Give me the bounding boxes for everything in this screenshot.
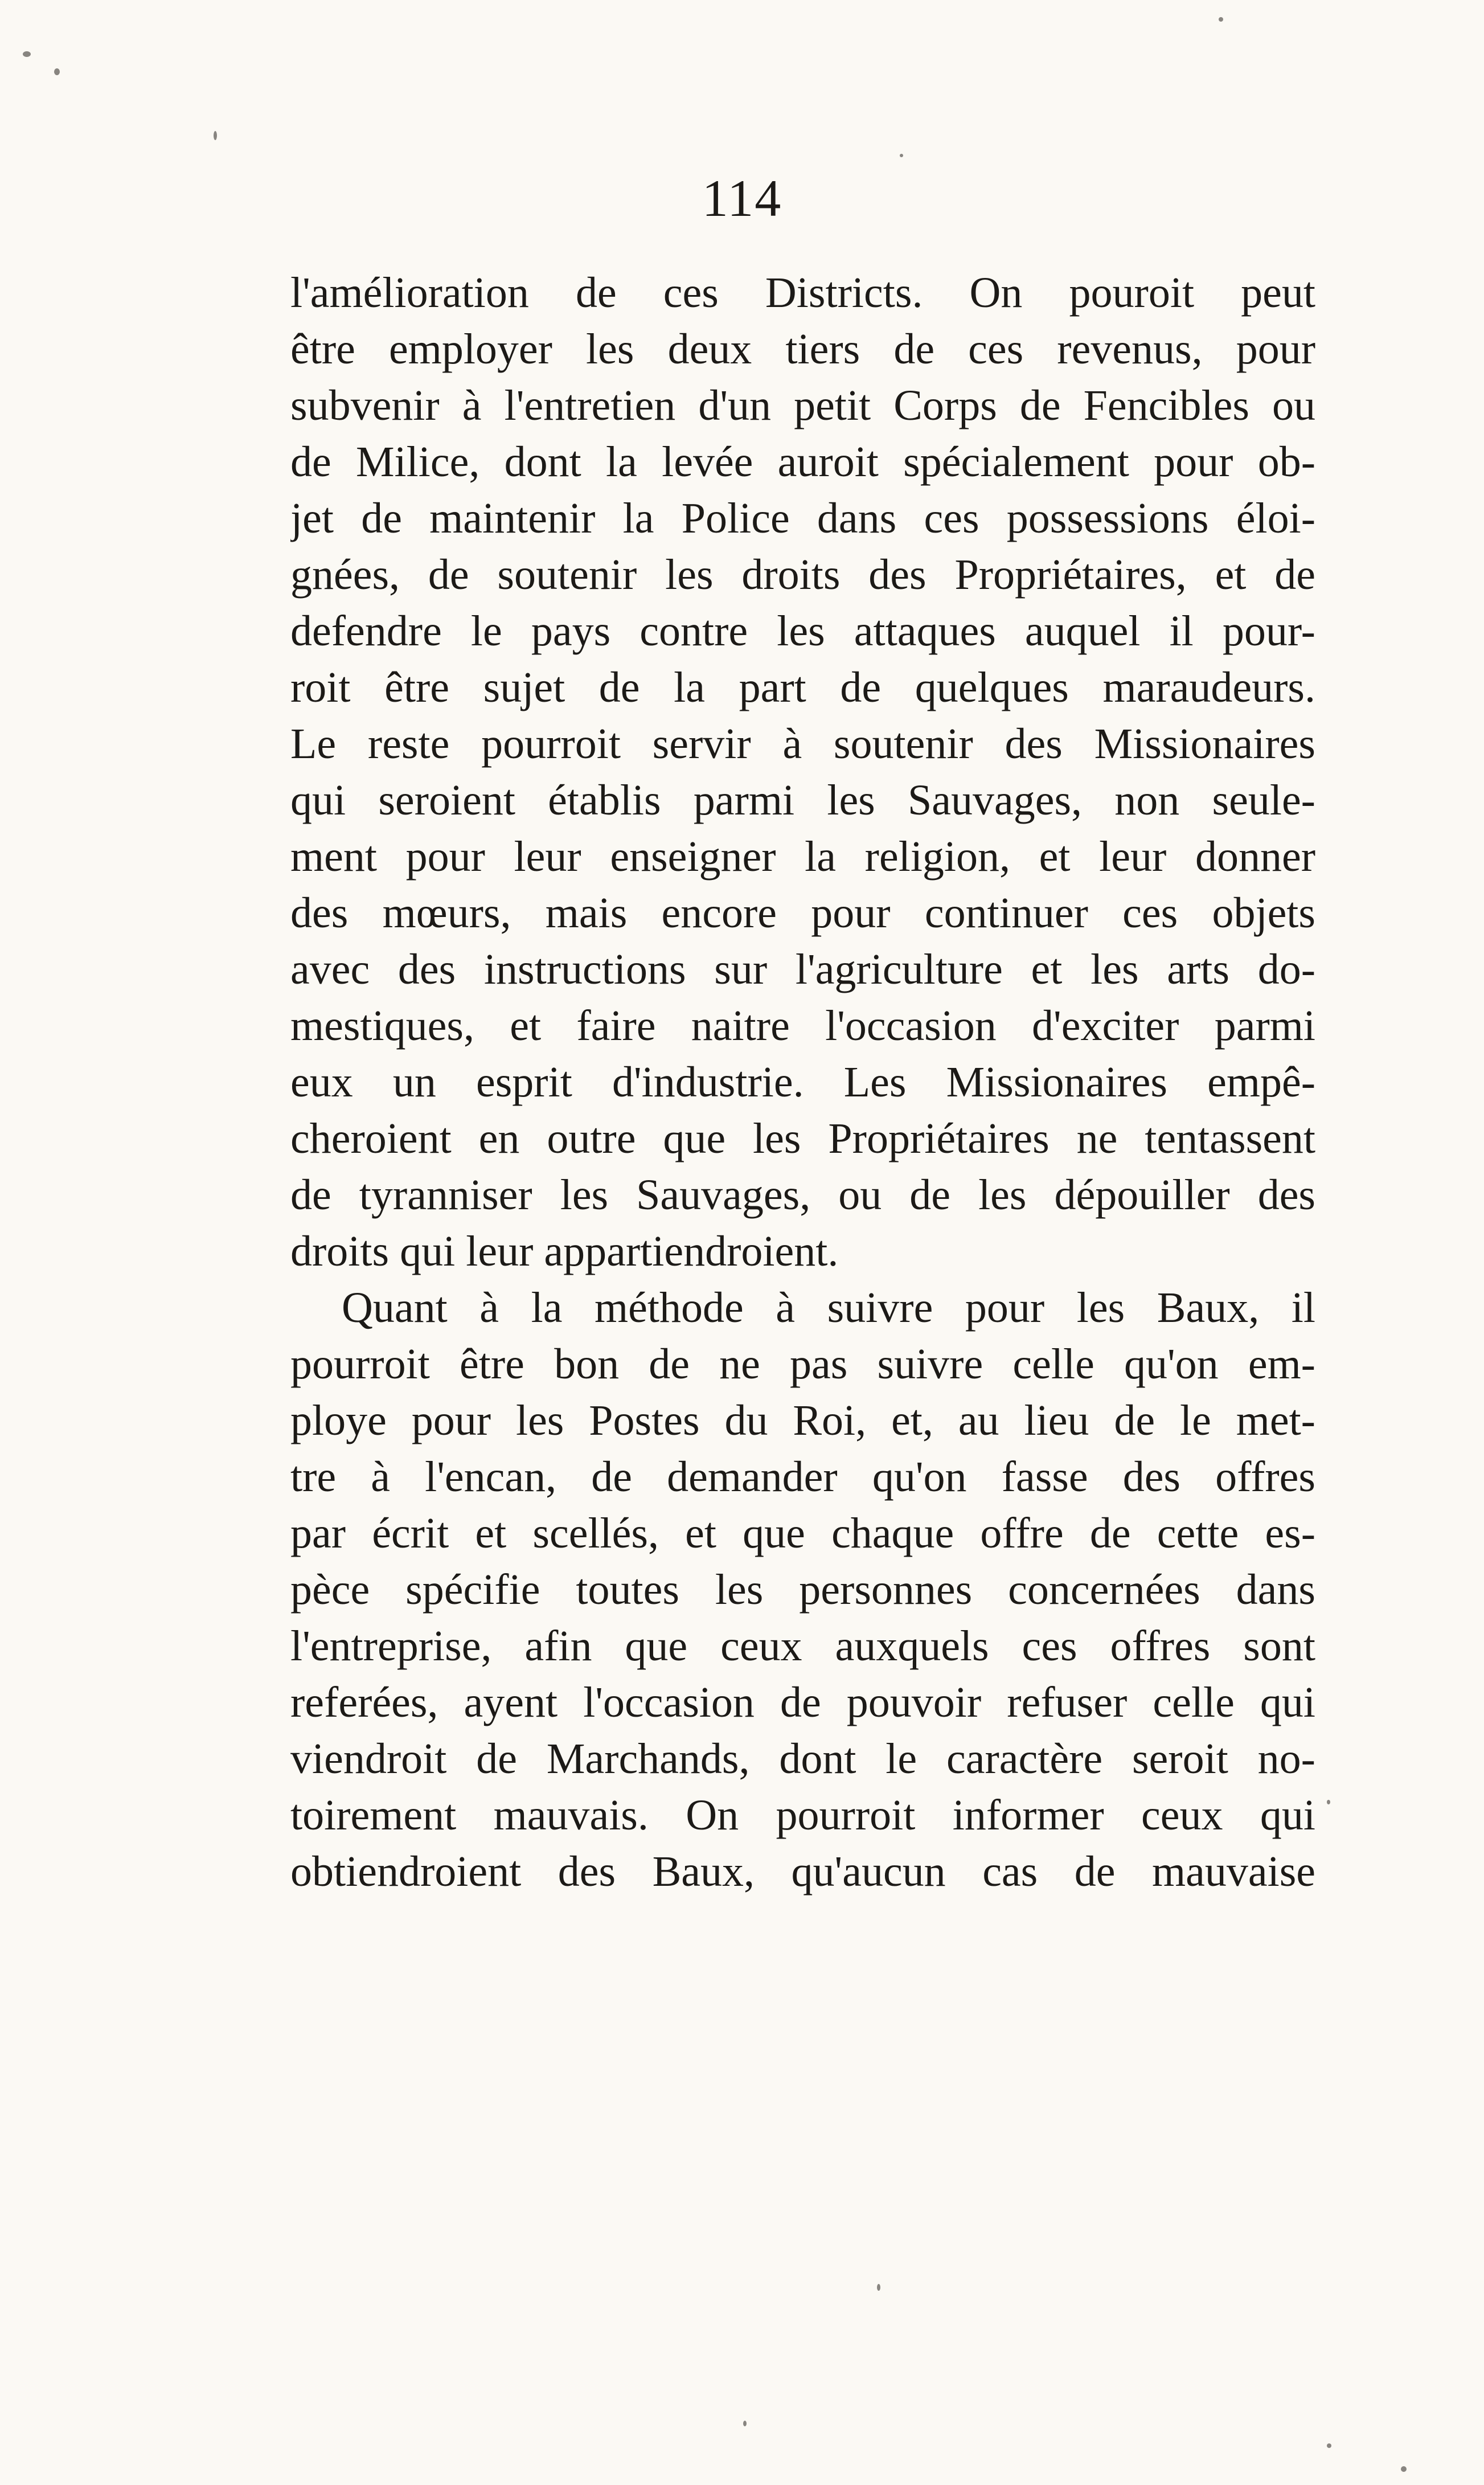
- text-line: qui seroient établis parmi les Sauvages, non seule-: [290, 776, 1315, 824]
- text-line: cheroient en outre que les Propriétaires ne tentassent: [290, 1115, 1315, 1162]
- text-line: eux un esprit d'industrie. Les Missionaires empê-: [290, 1058, 1315, 1106]
- text-line: referées, ayent l'occasion de pouvoir refuser celle qui: [290, 1678, 1315, 1726]
- text-line: avec des instructions sur l'agriculture et les arts do-: [290, 945, 1315, 993]
- paper-speck: [54, 68, 60, 75]
- text-line: pèce spécifie toutes les personnes concernées dans: [290, 1566, 1315, 1614]
- text-line: Quant à la méthode à suivre pour les Baux, il: [342, 1284, 1315, 1332]
- text-line: obtiendroient des Baux, qu'aucun cas de mauvaise: [290, 1848, 1315, 1896]
- body-text: [290, 265, 1315, 1900]
- paper-speck: [214, 131, 217, 140]
- text-line: des mœurs, mais encore pour continuer ces objets: [290, 889, 1315, 937]
- text-line: l'entreprise, afin que ceux auxquels ces offres sont: [290, 1622, 1315, 1670]
- page-number: 114: [702, 169, 782, 227]
- paper-speck: [23, 51, 31, 57]
- paper-speck: [1401, 2466, 1407, 2472]
- text-line: tre à l'encan, de demander qu'on fasse des offres: [290, 1453, 1315, 1501]
- paper-speck: [743, 2421, 747, 2426]
- text-line: viendroit de Marchands, dont le caractère seroit no-: [290, 1735, 1315, 1783]
- paragraph-1: [290, 265, 1315, 1280]
- text-line: Le reste pourroit servir à soutenir des Missionaires: [290, 720, 1315, 768]
- text-line: toirement mauvais. On pourroit informer ceux qui: [290, 1791, 1315, 1839]
- paper-speck: [877, 2284, 880, 2291]
- text-line: être employer les deux tiers de ces revenus, pour: [290, 325, 1315, 373]
- paper-speck: [1327, 2443, 1331, 2448]
- text-line: mestiques, et faire naitre l'occasion d'exciter parmi: [290, 1002, 1315, 1050]
- text-line: ploye pour les Postes du Roi, et, au lieu de le met-: [290, 1397, 1315, 1444]
- text-line: jet de maintenir la Police dans ces possessions éloi-: [290, 494, 1315, 542]
- text-line: roit être sujet de la part de quelques maraudeurs.: [290, 664, 1315, 711]
- text-line: subvenir à l'entretien d'un petit Corps de Fencibles ou: [290, 382, 1315, 429]
- text-line: gnées, de soutenir les droits des Propriétaires, et de: [290, 551, 1315, 599]
- text-line: de tyranniser les Sauvages, ou de les dépouiller des: [290, 1171, 1315, 1219]
- text-line: de Milice, dont la levée auroit spécialement pour ob-: [290, 438, 1315, 486]
- paper-speck: [1327, 1800, 1330, 1804]
- paper-speck: [900, 154, 903, 157]
- text-line: l'amélioration de ces Districts. On pouroit peut: [290, 269, 1315, 317]
- text-line: defendre le pays contre les attaques auquel il pour-: [290, 607, 1315, 655]
- paragraph-2: [290, 1280, 1315, 1900]
- text-line: droits qui leur appartiendroient.: [290, 1227, 839, 1275]
- text-line: par écrit et scellés, et que chaque offre de cette es-: [290, 1509, 1315, 1557]
- text-line: pourroit être bon de ne pas suivre celle qu'on em-: [290, 1340, 1315, 1388]
- text-line: ment pour leur enseigner la religion, et leur donner: [290, 833, 1315, 881]
- paper-speck: [1219, 17, 1223, 22]
